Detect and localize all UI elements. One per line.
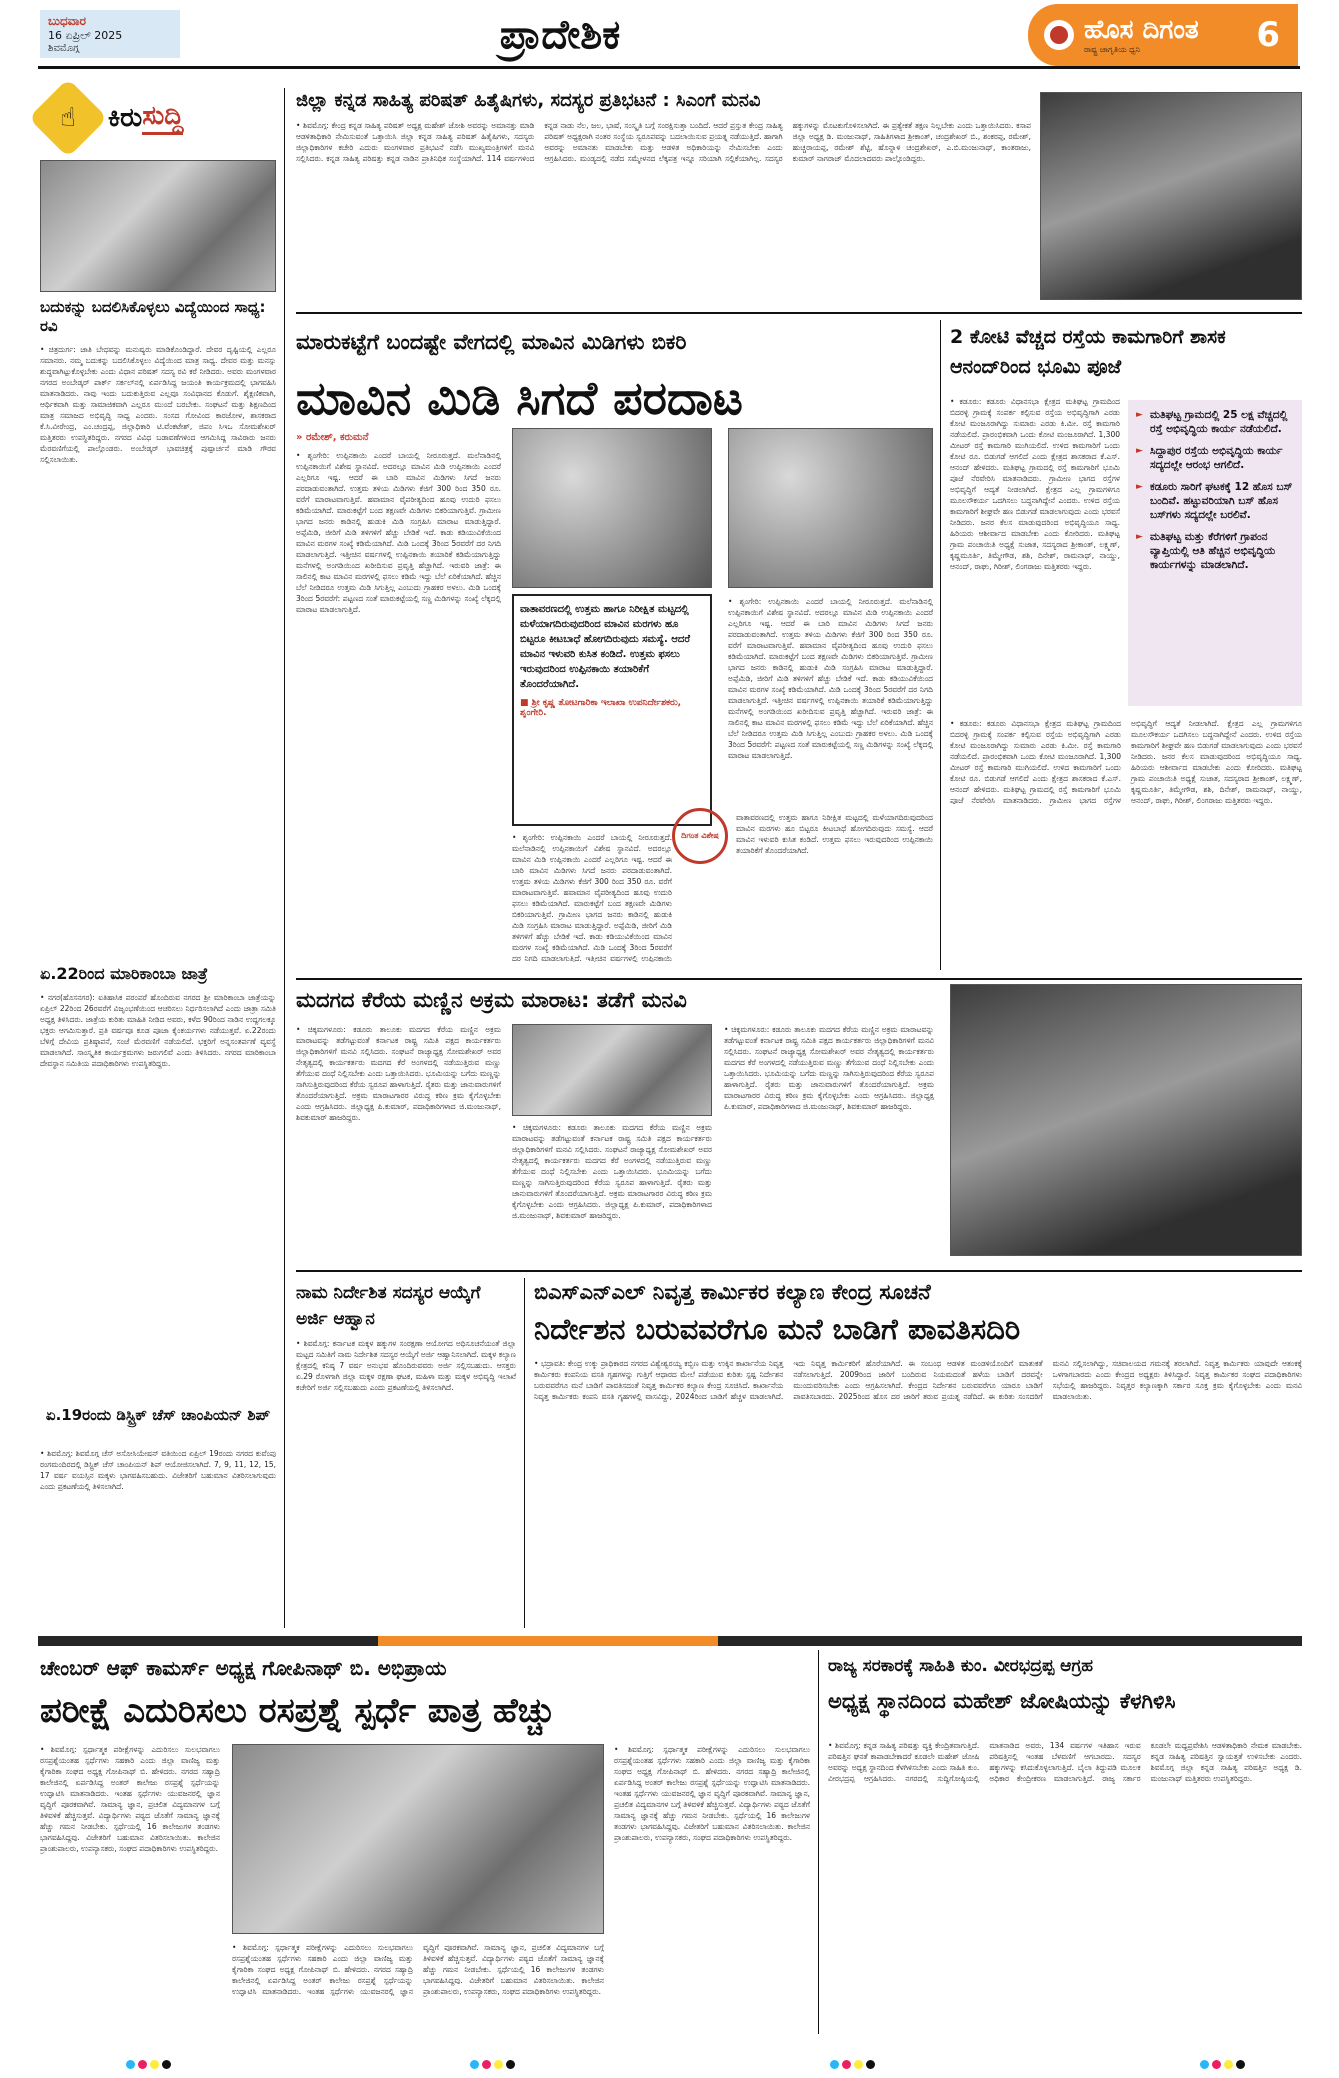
section-band [38, 1636, 1302, 1646]
road-headline: 2 ಕೋಟಿ ವೆಚ್ಚದ ರಸ್ತೆಯ ಕಾಮಗಾರಿಗೆ ಶಾಸಕ ಆನಂದ್‌ರಿಂದ ಭೂಮಿ ಪೂಜೆ [950, 326, 1226, 378]
digantha-stamp [672, 808, 728, 864]
top-story-photo [1040, 92, 1302, 300]
lake-photo-small [512, 1024, 712, 1116]
quiz-body-col1: • ಶಿವಮೊಗ್ಗ: ಸ್ಪರ್ಧಾತ್ಮಕ ಪರೀಕ್ಷೆಗಳನ್ನು ಎದುರಿಸಲು ಸುಲಭವಾಗಲು ರಸಪ್ರಶ್ನೆಯಂತಹ ಸ್ಪರ್ಧೆಗಳು ಸಹಕಾರಿ ಎಂದು ಜಿಲ್ಲಾ ವಾಣಿಜ್ಯ ಮತ್ತು ಕೈಗಾರಿಕಾ ಸಂಘದ ಅಧ್ಯಕ್ಷ ಗೋಪಿನಾಥ್ ಬಿ. ಹೇಳಿದರು. ನಗರದ ಸಹ್ಯಾದ್ರಿ ಕಾಲೇಜಿನಲ್ಲಿ ಏರ್ಪಡಿಸಿದ್ದ ಅಂತರ್ ಕಾಲೇಜು ರಸಪ್ರಶ್ನೆ ಸ್ಪರ್ಧೆಯನ್ನು ಉದ್ಘಾಟಿಸಿ ಮಾತನಾಡಿದರು. ಇಂತಹ ಸ್ಪರ್ಧೆಗಳು ಯುವಜನರಲ್ಲಿ ಜ್ಞಾನ ವೃದ್ಧಿಗೆ ಪೂರಕವಾಗಿವೆ. ಸಾಮಾನ್ಯ ಜ್ಞಾನ, ಪ್ರಚಲಿತ ವಿದ್ಯಮಾನಗಳ ಬಗ್ಗೆ ತಿಳಿವಳಿಕೆ ಹೆಚ್ಚಿಸುತ್ತವೆ. ವಿದ್ಯಾರ್ಥಿಗಳು ಪಠ್ಯದ ಜೊತೆಗೆ ಸಾಮಾನ್ಯ ಜ್ಞಾನಕ್ಕೆ ಹೆಚ್ಚು ಗಮನ ನೀಡಬೇಕು. ಸ್ಪರ್ಧೆಯಲ್ಲಿ 16 ಕಾಲೇಜುಗಳ ತಂಡಗಳು ಭಾಗವಹಿಸಿದ್ದವು. ವಿಜೇತರಿಗೆ ಬಹುಮಾನ ವಿತರಿಸಲಾಯಿತು. ಕಾಲೇಜಿನ ಪ್ರಾಂಶುಪಾಲರು, ಉಪನ್ಯಾಸಕರು, ಸಂಘದ ಪದಾಧಿಕಾರಿಗಳು ಉಪಸ್ಥಿತರಿದ್ದರು. [40, 1745, 220, 1853]
mango-body-col3: • ಶೃಂಗೇರಿ: ಉಪ್ಪಿನಕಾಯಿ ಎಂದರೆ ಬಾಯಲ್ಲಿ ನೀರೂರುತ್ತದೆ. ಮಲೆನಾಡಿನಲ್ಲಿ ಉಪ್ಪಿನಕಾಯಿಗೆ ವಿಶೇಷ ಸ್ಥಾನವಿದೆ. ಅದರಲ್ಲೂ ಮಾವಿನ ಮಿಡಿ ಉಪ್ಪಿನಕಾಯಿ ಎಂದರೆ ಎಲ್ಲರಿಗೂ ಇಷ್ಟ. ಆದರೆ ಈ ಬಾರಿ ಮಾವಿನ ಮಿಡಿಗಳು ಸಿಗದೆ ಜನರು ಪರದಾಡುವಂತಾಗಿದೆ. ಉತ್ತಮ ತಳಿಯ ಮಿಡಿಗಳು ಕೆಜಿಗೆ 300 ರಿಂದ 350 ರೂ. ವರೆಗೆ ಮಾರಾಟವಾಗುತ್ತಿವೆ. ಹವಾಮಾನ ವೈಪರೀತ್ಯದಿಂದ ಹೂವು ಉದುರಿ ಫಸಲು ಕಡಿಮೆಯಾಗಿದೆ. ಮಾರುಕಟ್ಟೆಗೆ ಬಂದ ತಕ್ಷಣವೇ ಮಿಡಿಗಳು ಬಿಕರಿಯಾಗುತ್ತಿವೆ. ಗ್ರಾಮೀಣ ಭಾಗದ ಜನರು ಕಾಡಿನಲ್ಲಿ ಹುಡುಕಿ ಮಿಡಿ ಸಂಗ್ರಹಿಸಿ ಮಾರಾಟ ಮಾಡುತ್ತಿದ್ದಾರೆ. ಅಪ್ಪೆಮಿಡಿ, ಜೀರಿಗೆ ಮಿಡಿ ತಳಿಗಳಿಗೆ ಹೆಚ್ಚು ಬೇಡಿಕೆ ಇದೆ. ಕಾಡು ಕಡಿಯುವಿಕೆಯಿಂದ ಮಾವಿನ ಮರಗಳ ಸಂಖ್ಯೆ ಕಡಿಮೆಯಾಗಿದೆ. ಮಿಡಿ ಒಂದಕ್ಕೆ 3ರಿಂದ 5ರವರೆಗೆ ದರ ನಿಗದಿ ಮಾಡಲಾಗುತ್ತಿದೆ. ಇತ್ತೀಚಿನ ವರ್ಷಗಳಲ್ಲಿ ಉಪ್ಪಿನಕಾಯಿ ತಯಾರಿಕೆ ಕಡಿಮೆಯಾಗುತ್ತಿದ್ದು ಮನೆಗಳಲ್ಲಿ ಅಂಗಡಿಯಿಂದ ಖರೀದಿಸುವ ಪ್ರವೃತ್ತಿ ಹೆಚ್ಚಾಗಿದೆ. ಇರುವರಿ ಜಾತ್ರೆ: ಈ ಸಾಲಿನಲ್ಲಿ ಕಾಟ ಮಾವಿನ ಮರಗಳಲ್ಲಿ ಫಸಲು ಕಡಿಮೆ ಇದ್ದು ಬೆಲೆ ಏರಿಕೆಯಾಗಿದೆ. ಹೆಚ್ಚಿನ ಬೆಲೆ ನೀಡಿದರೂ ಉತ್ತಮ ಮಿಡಿ ಸಿಗುತ್ತಿಲ್ಲ ಎಂಬುದು ಗ್ರಾಹಕರ ಅಳಲು. ಮಿಡಿ ಒಂದಕ್ಕೆ 3ರಿಂದ 5ರವರೆಗೆ: ಪಟ್ಟಣದ ಸಂತೆ ಮಾರುಕಟ್ಟೆಯಲ್ಲಿ ಸಣ್ಣ ಮಿಡಿಗಳನ್ನು ಸಂಖ್ಯೆ ಲೆಕ್ಕದಲ್ಲಿ ಮಾರಾಟ ಮಾಡಲಾಗುತ್ತಿದೆ. [728, 597, 933, 760]
mid-rule-1 [296, 978, 1302, 980]
nominee-headline: ನಾಮ ನಿರ್ದೇಶಿತ ಸದಸ್ಯರ ಆಯ್ಕೆಗೆ ಅರ್ಜಿ ಆಹ್ವಾನ [296, 1283, 481, 1329]
kasapa-body: • ಶಿವಮೊಗ್ಗ: ಕನ್ನಡ ಸಾಹಿತ್ಯ ಪರಿಷತ್ತು ವ್ಯಕ್ತಿ ಕೇಂದ್ರಿತವಾಗುತ್ತಿದೆ. ಪರಿಷತ್ತಿನ ಘನತೆ ಕಾಪಾಡಬೇಕಾದರೆ ಕೂಡಲೇ ಮಹೇಶ್ ಜೋಷಿ ಅವರನ್ನು ಅಧ್ಯಕ್ಷ ಸ್ಥಾನದಿಂದ ಕೆಳಗಿಳಿಸಬೇಕು ಎಂದು ಸಾಹಿತಿ ಕುಂ. ವೀರಭದ್ರಪ್ಪ ಆಗ್ರಹಿಸಿದರು. ನಗರದಲ್ಲಿ ಸುದ್ದಿಗೋಷ್ಠಿಯಲ್ಲಿ ಮಾತನಾಡಿದ ಅವರು, 134 ವರ್ಷಗಳ ಇತಿಹಾಸ ಇರುವ ಪರಿಷತ್ತಿನಲ್ಲಿ ಇಂತಹ ಬೆಳವಣಿಗೆ ಆಗಬಾರದು. ಸದಸ್ಯರ ಹಕ್ಕುಗಳನ್ನು ಕಸಿದುಕೊಳ್ಳಲಾಗುತ್ತಿದೆ. ಬೈಲಾ ತಿದ್ದುಪಡಿ ಮೂಲಕ ಅಧಿಕಾರ ಕೇಂದ್ರೀಕರಣ ಮಾಡಲಾಗುತ್ತಿದೆ. ರಾಜ್ಯ ಸರ್ಕಾರ ಕೂಡಲೇ ಮಧ್ಯಪ್ರವೇಶಿಸಿ ಆಡಳಿತಾಧಿಕಾರಿ ನೇಮಕ ಮಾಡಬೇಕು. ಕನ್ನಡ ಸಾಹಿತ್ಯ ಪರಿಷತ್ತಿನ ಸ್ವಾಯತ್ತತೆ ಉಳಿಸಬೇಕು ಎಂದರು. ಶಿವಮೊಗ್ಗ ಜಿಲ್ಲಾ ಕನ್ನಡ ಸಾಹಿತ್ಯ ಪರಿಷತ್ತಿನ ಅಧ್ಯಕ್ಷ ಡಿ. ಮಂಜುನಾಥ್ ಮತ್ತಿತರರು ಉಪಸ್ಥಿತರಿದ್ದರು. [828, 1741, 1302, 1783]
road-highlight: ► ಕಡೂರು ಸಾರಿಗೆ ಘಟಕಕ್ಕೆ 12 ಹೊಸ ಬಸ್ ಬಂದಿವೆ. ಹಟ್ಟುವರಿಯಾಗಿ ಬಸ್ ಹೊಸ ಬಸ್‌ಗಳು ಸದ್ಯದಲ್ಲೇ ಬರಲಿವೆ. [1136, 480, 1294, 522]
mango-tree-photo [512, 428, 712, 588]
masthead-day: ಬುಧವಾರ [48, 14, 86, 28]
mango-caption: ವಾತಾವರಣದಲ್ಲಿ ಉತ್ತಮ ಹಾಗೂ ನಿರೀಕ್ಷಿತ ಮಟ್ಟದಲ್ಲಿ ಮಳೆಯಾಗದಿರುವುದರಿಂದ ಮಾವಿನ ಮರಗಳು ಹೂ ಬಿಟ್ಟರೂ ಕೀಟಬಾಧೆ ಹೋಗದಿರುವುದು ಸಮಸ್ಯೆ. ಆದರೆ ಮಾವಿನ ಇಳುವರಿ ಕುಸಿತ ಕಂಡಿದೆ. ಉತ್ತಮ ಫಸಲು ಇರುವುದರಿಂದ ಉಪ್ಪಿನಕಾಯಿ ತಯಾರಿಕೆಗೆ ತೊಂದರೆಯಾಗಿದೆ. [520, 604, 691, 690]
kasapa-headline: ಅಧ್ಯಕ್ಷ ಸ್ಥಾನದಿಂದ ಮಹೇಶ್ ಜೋಷಿಯನ್ನು ಕೆಳಗಿಳಿಸಿ [828, 1689, 1176, 1713]
kiru-title-a: ಕಿರು [108, 102, 143, 133]
nominee-rule [524, 1278, 525, 1628]
mango-body-col1: • ಶೃಂಗೇರಿ: ಉಪ್ಪಿನಕಾಯಿ ಎಂದರೆ ಬಾಯಲ್ಲಿ ನೀರೂರುತ್ತದೆ. ಮಲೆನಾಡಿನಲ್ಲಿ ಉಪ್ಪಿನಕಾಯಿಗೆ ವಿಶೇಷ ಸ್ಥಾನವಿದೆ. ಅದರಲ್ಲೂ ಮಾವಿನ ಮಿಡಿ ಉಪ್ಪಿನಕಾಯಿ ಎಂದರೆ ಎಲ್ಲರಿಗೂ ಇಷ್ಟ. ಆದರೆ ಈ ಬಾರಿ ಮಾವಿನ ಮಿಡಿಗಳು ಸಿಗದೆ ಜನರು ಪರದಾಡುವಂತಾಗಿದೆ. ಉತ್ತಮ ತಳಿಯ ಮಿಡಿಗಳು ಕೆಜಿಗೆ 300 ರಿಂದ 350 ರೂ. ವರೆಗೆ ಮಾರಾಟವಾಗುತ್ತಿವೆ. ಹವಾಮಾನ ವೈಪರೀತ್ಯದಿಂದ ಹೂವು ಉದುರಿ ಫಸಲು ಕಡಿಮೆಯಾಗಿದೆ. ಮಾರುಕಟ್ಟೆಗೆ ಬಂದ ತಕ್ಷಣವೇ ಮಿಡಿಗಳು ಬಿಕರಿಯಾಗುತ್ತಿವೆ. ಗ್ರಾಮೀಣ ಭಾಗದ ಜನರು ಕಾಡಿನಲ್ಲಿ ಹುಡುಕಿ ಮಿಡಿ ಸಂಗ್ರಹಿಸಿ ಮಾರಾಟ ಮಾಡುತ್ತಿದ್ದಾರೆ. ಅಪ್ಪೆಮಿಡಿ, ಜೀರಿಗೆ ಮಿಡಿ ತಳಿಗಳಿಗೆ ಹೆಚ್ಚು ಬೇಡಿಕೆ ಇದೆ. ಕಾಡು ಕಡಿಯುವಿಕೆಯಿಂದ ಮಾವಿನ ಮರಗಳ ಸಂಖ್ಯೆ ಕಡಿಮೆಯಾಗಿದೆ. ಮಿಡಿ ಒಂದಕ್ಕೆ 3ರಿಂದ 5ರವರೆಗೆ ದರ ನಿಗದಿ ಮಾಡಲಾಗುತ್ತಿದೆ. ಇತ್ತೀಚಿನ ವರ್ಷಗಳಲ್ಲಿ ಉಪ್ಪಿನಕಾಯಿ ತಯಾರಿಕೆ ಕಡಿಮೆಯಾಗುತ್ತಿದ್ದು ಮನೆಗಳಲ್ಲಿ ಅಂಗಡಿಯಿಂದ ಖರೀದಿಸುವ ಪ್ರವೃತ್ತಿ ಹೆಚ್ಚಾಗಿದೆ. ಇರುವರಿ ಜಾತ್ರೆ: ಈ ಸಾಲಿನಲ್ಲಿ ಕಾಟ ಮಾವಿನ ಮರಗಳಲ್ಲಿ ಫಸಲು ಕಡಿಮೆ ಇದ್ದು ಬೆಲೆ ಏರಿಕೆಯಾಗಿದೆ. ಹೆಚ್ಚಿನ ಬೆಲೆ ನೀಡಿದರೂ ಉತ್ತಮ ಮಿಡಿ ಸಿಗುತ್ತಿಲ್ಲ ಎಂಬುದು ಗ್ರಾಹಕರ ಅಳಲು. ಮಿಡಿ ಒಂದಕ್ಕೆ 3ರಿಂದ 5ರವರೆಗೆ: ಪಟ್ಟಣದ ಸಂತೆ ಮಾರುಕಟ್ಟೆಯಲ್ಲಿ ಸಣ್ಣ ಮಿಡಿಗಳನ್ನು ಸಂಖ್ಯೆ ಲೆಕ್ಕದಲ್ಲಿ ಮಾರಾಟ ಮಾಡಲಾಗುತ್ತಿದೆ. [296, 451, 501, 614]
mango-fruit-photo [728, 428, 933, 588]
mango-caption-signature: ■ ಶ್ರೀ ಕೃಷ್ಣ ತೋಟಗಾರಿಕಾ ಇಲಾಖಾ ಉಪನಿರ್ದೇಶಕರು, ಶೃಂಗೇರಿ. [520, 698, 682, 718]
left-column-rule [284, 88, 285, 1628]
left-story-1-body: • ಚಿತ್ರದುರ್ಗ: ಜಾತಿ ಬೇಧವನ್ನು ಮನುಷ್ಯರು ಮಾಡಿಕೊಂಡಿದ್ದಾರೆ. ದೇವರ ದೃಷ್ಟಿಯಲ್ಲಿ ಎಲ್ಲರೂ ಸಮಾನರು. ನಮ್ಮ ಬದುಕನ್ನು ಬದಲಿಸಿಕೊಳ್ಳಲು ವಿದ್ಯೆಯಿಂದ ಮಾತ್ರ ಸಾಧ್ಯ. ದೇವರ ಮತ್ತು ಮನಸ್ಸು ಶುದ್ಧವಾಗಿಟ್ಟುಕೊಳ್ಳಬೇಕು ಎಂದು ವಿಧಾನ ಪರಿಷತ್ ಸದಸ್ಯ ರವಿ ಕರೆ ನೀಡಿದರು. ಅವರು ಮಂಗಳವಾರ ನಗರದ ಅಂಬೇಡ್ಕರ್ ಪಾರ್ಕ್ ಸರ್ಕಲ್‌ನಲ್ಲಿ ಏರ್ಪಡಿಸಿದ್ದ ಜಯಂತಿ ಕಾರ್ಯಕ್ರಮದಲ್ಲಿ ಭಾಗವಹಿಸಿ ಮಾತನಾಡಿದರು. ನಾವು ಇಂದು ಬದುಕುತ್ತಿರುವ ಎಲ್ಲವೂ ಸಂವಿಧಾನದ ಕೊಡುಗೆ. ಶೈಕ್ಷಣಿಕವಾಗಿ, ಆರ್ಥಿಕವಾಗಿ ಮತ್ತು ಸಾಮಾಜಿಕವಾಗಿ ಎಲ್ಲರೂ ಮುಂದೆ ಬರಬೇಕು. ಸಂಘಟನೆ ಮತ್ತು ಶಿಕ್ಷಣದಿಂದ ಮಾತ್ರ ಸಮಾಜದ ಅಭಿವೃದ್ಧಿ ಸಾಧ್ಯ ಎಂದರು. ಸಂಸದ ಗೋವಿಂದ ಕಾರಜೋಳ, ಶಾಸಕರಾದ ಕೆ.ಸಿ.ವೀರೇಂದ್ರ, ಎಂ.ಚಂದ್ರಪ್ಪ, ಜಿಲ್ಲಾಧಿಕಾರಿ ಟಿ.ವೆಂಕಟೇಶ್, ಜಿಪಂ ಸಿಇಒ ಸೋಮಶೇಖರ್ ಮತ್ತಿತರರು ಉಪಸ್ಥಿತರಿದ್ದರು. ನಗರದ ವಿವಿಧ ಬಡಾವಣೆಗಳಿಂದ ಆಗಮಿಸಿದ್ದ ಸಾವಿರಾರು ಜನರು ಮೆರವಣಿಗೆಯಲ್ಲಿ ಪಾಲ್ಗೊಂಡರು. ಅಂಬೇಡ್ಕರ್ ಭಾವಚಿತ್ರಕ್ಕೆ ಪುಷ್ಪಾರ್ಚನೆ ಮಾಡಿ ಗೌರವ ಸಲ್ಲಿಸಲಾಯಿತು. [40, 345, 276, 464]
mango-body-col2: • ಶೃಂಗೇರಿ: ಉಪ್ಪಿನಕಾಯಿ ಎಂದರೆ ಬಾಯಲ್ಲಿ ನೀರೂರುತ್ತದೆ. ಮಲೆನಾಡಿನಲ್ಲಿ ಉಪ್ಪಿನಕಾಯಿಗೆ ವಿಶೇಷ ಸ್ಥಾನವಿದೆ. ಅದರಲ್ಲೂ ಮಾವಿನ ಮಿಡಿ ಉಪ್ಪಿನಕಾಯಿ ಎಂದರೆ ಎಲ್ಲರಿಗೂ ಇಷ್ಟ. ಆದರೆ ಈ ಬಾರಿ ಮಾವಿನ ಮಿಡಿಗಳು ಸಿಗದೆ ಜನರು ಪರದಾಡುವಂತಾಗಿದೆ. ಉತ್ತಮ ತಳಿಯ ಮಿಡಿಗಳು ಕೆಜಿಗೆ 300 ರಿಂದ 350 ರೂ. ವರೆಗೆ ಮಾರಾಟವಾಗುತ್ತಿವೆ. ಹವಾಮಾನ ವೈಪರೀತ್ಯದಿಂದ ಹೂವು ಉದುರಿ ಫಸಲು ಕಡಿಮೆಯಾಗಿದೆ. ಮಾರುಕಟ್ಟೆಗೆ ಬಂದ ತಕ್ಷಣವೇ ಮಿಡಿಗಳು ಬಿಕರಿಯಾಗುತ್ತಿವೆ. ಗ್ರಾಮೀಣ ಭಾಗದ ಜನರು ಕಾಡಿನಲ್ಲಿ ಹುಡುಕಿ ಮಿಡಿ ಸಂಗ್ರಹಿಸಿ ಮಾರಾಟ ಮಾಡುತ್ತಿದ್ದಾರೆ. ಅಪ್ಪೆಮಿಡಿ, ಜೀರಿಗೆ ಮಿಡಿ ತಳಿಗಳಿಗೆ ಹೆಚ್ಚು ಬೇಡಿಕೆ ಇದೆ. ಕಾಡು ಕಡಿಯುವಿಕೆಯಿಂದ ಮಾವಿನ ಮರಗಳ ಸಂಖ್ಯೆ ಕಡಿಮೆಯಾಗಿದೆ. ಮಿಡಿ ಒಂದಕ್ಕೆ 3ರಿಂದ 5ರವರೆಗೆ ದರ ನಿಗದಿ ಮಾಡಲಾಗುತ್ತಿದೆ. ಇತ್ತೀಚಿನ ವರ್ಷಗಳಲ್ಲಿ ಉಪ್ಪಿನಕಾಯಿ [512, 833, 672, 962]
quiz-photo [232, 1744, 604, 1934]
masthead-city: ಶಿವಮೊಗ್ಗ [48, 43, 80, 54]
left-story-2-headline: ಏ.22ರಿಂದ ಮಾರಿಕಾಂಬಾ ಜಾತ್ರೆ [40, 964, 208, 983]
hand-icon: ☝ [28, 78, 107, 157]
page-number: 6 [1256, 15, 1280, 55]
mango-byline: » ರಮೇಶ್, ಕರುಮನೆ [296, 432, 369, 443]
bsnl-headline: ನಿರ್ದೇಶನ ಬರುವವರೆಗೂ ಮನೆ ಬಾಡಿಗೆ ಪಾವತಿಸದಿರಿ [534, 1312, 1021, 1346]
kasapa-kicker: ರಾಜ್ಯ ಸರಕಾರಕ್ಕೆ ಸಾಹಿತಿ ಕುಂ. ವೀರಭದ್ರಪ್ಪ ಆಗ್ರಹ [828, 1656, 1094, 1676]
masthead-date-block [40, 10, 180, 58]
left-story-3-headline: ಏ.19ರಂದು ಡಿಸ್ಟ್ರಿಕ್ ಚೆಸ್ ಚಾಂಪಿಯನ್ ಶಿಪ್ [45, 1406, 271, 1424]
road-highlight: ► ಮತಿಘಟ್ಟ ಗ್ರಾಮದಲ್ಲಿ 25 ಲಕ್ಷ ವೆಚ್ಚದಲ್ಲಿ ರಸ್ತೆ ಅಭಿವೃದ್ಧಿಯ ಕಾರ್ಯ ನಡೆಯಲಿದೆ. [1136, 408, 1294, 436]
kiru-title-b: ಸುದ್ದಿ [142, 101, 183, 135]
quiz-body-col2: • ಶಿವಮೊಗ್ಗ: ಸ್ಪರ್ಧಾತ್ಮಕ ಪರೀಕ್ಷೆಗಳನ್ನು ಎದುರಿಸಲು ಸುಲಭವಾಗಲು ರಸಪ್ರಶ್ನೆಯಂತಹ ಸ್ಪರ್ಧೆಗಳು ಸಹಕಾರಿ ಎಂದು ಜಿಲ್ಲಾ ವಾಣಿಜ್ಯ ಮತ್ತು ಕೈಗಾರಿಕಾ ಸಂಘದ ಅಧ್ಯಕ್ಷ ಗೋಪಿನಾಥ್ ಬಿ. ಹೇಳಿದರು. ನಗರದ ಸಹ್ಯಾದ್ರಿ ಕಾಲೇಜಿನಲ್ಲಿ ಏರ್ಪಡಿಸಿದ್ದ ಅಂತರ್ ಕಾಲೇಜು ರಸಪ್ರಶ್ನೆ ಸ್ಪರ್ಧೆಯನ್ನು ಉದ್ಘಾಟಿಸಿ ಮಾತನಾಡಿದರು. ಇಂತಹ ಸ್ಪರ್ಧೆಗಳು ಯುವಜನರಲ್ಲಿ ಜ್ಞಾನ ವೃದ್ಧಿಗೆ ಪೂರಕವಾಗಿವೆ. ಸಾಮಾನ್ಯ ಜ್ಞಾನ, ಪ್ರಚಲಿತ ವಿದ್ಯಮಾನಗಳ ಬಗ್ಗೆ ತಿಳಿವಳಿಕೆ ಹೆಚ್ಚಿಸುತ್ತವೆ. ವಿದ್ಯಾರ್ಥಿಗಳು ಪಠ್ಯದ ಜೊತೆಗೆ ಸಾಮಾನ್ಯ ಜ್ಞಾನಕ್ಕೆ ಹೆಚ್ಚು ಗಮನ ನೀಡಬೇಕು. ಸ್ಪರ್ಧೆಯಲ್ಲಿ 16 ಕಾಲೇಜುಗಳ ತಂಡಗಳು ಭಾಗವಹಿಸಿದ್ದವು. ವಿಜೇತರಿಗೆ ಬಹುಮಾನ ವಿತರಿಸಲಾಯಿತು. ಕಾಲೇಜಿನ ಪ್ರಾಂಶುಪಾಲರು, ಉಪನ್ಯಾಸಕರು, ಸಂಘದ ಪದಾಧಿಕಾರಿಗಳು ಉಪಸ್ಥಿತರಿದ್ದರು. [232, 1943, 604, 1996]
bsnl-body: • ಭದ್ರಾವತಿ: ಕೇಂದ್ರ ಉಕ್ಕು ಪ್ರಾಧಿಕಾರದ ನಗರದ ವಿಶ್ವೇಶ್ವರಯ್ಯ ಕಬ್ಬಿಣ ಮತ್ತು ಉಕ್ಕಿನ ಕಾರ್ಖಾನೆಯ ನಿವೃತ್ತ ಕಾರ್ಮಿಕರು ಕಂಪನಿಯ ವಸತಿ ಗೃಹಗಳನ್ನು ಗುತ್ತಿಗೆ ಆಧಾರದ ಮೇಲೆ ಪಡೆಯುವ ಕುರಿತು ಸ್ಪಷ್ಟ ನಿರ್ದೇಶನ ಬರುವವರೆಗೂ ಮನೆ ಬಾಡಿಗೆ ಪಾವತಿಸದಂತೆ ನಿವೃತ್ತ ಕಾರ್ಮಿಕರ ಕಲ್ಯಾಣ ಕೇಂದ್ರ ಸೂಚಿಸಿದೆ. ಕಾರ್ಖಾನೆಯ ನಿವೃತ್ತ ಕಾರ್ಮಿಕರು ಕಂಪನಿ ವಸತಿ ಗೃಹಗಳಲ್ಲಿ ವಾಸವಿದ್ದು, 2024ರಿಂದ ಬಾಡಿಗೆ ಹೆಚ್ಚಳ ಮಾಡಲಾಗಿದೆ. ಇದು ನಿವೃತ್ತ ಕಾರ್ಮಿಕರಿಗೆ ಹೊರೆಯಾಗಿದೆ. ಈ ಸಂಬಂಧ ಆಡಳಿತ ಮಂಡಳಿಯೊಂದಿಗೆ ಮಾತುಕತೆ ನಡೆಸಲಾಗುತ್ತಿದೆ. 2009ರಿಂದ ಜಾರಿಗೆ ಬಂದಿರುವ ನಿಯಮದಂತೆ ಹಳೆಯ ಬಾಡಿಗೆ ದರವನ್ನೇ ಮುಂದುವರಿಸಬೇಕು ಎಂದು ಆಗ್ರಹಿಸಲಾಗಿದೆ. ಕೇಂದ್ರದ ನಿರ್ದೇಶನ ಬರುವವರೆಗೂ ಯಾರೂ ಬಾಡಿಗೆ ಪಾವತಿಸಬಾರದು. 2025ರಿಂದ ಹೊಸ ದರ ಜಾರಿಗೆ ತರುವ ಪ್ರಯತ್ನ ನಡೆದಿದೆ. ಈ ಕುರಿತು ಸಂಸದರಿಗೆ ಮನವಿ ಸಲ್ಲಿಸಲಾಗಿದ್ದು, ಸಚಿವಾಲಯದ ಗಮನಕ್ಕೆ ತರಲಾಗಿದೆ. ನಿವೃತ್ತ ಕಾರ್ಮಿಕರು ಯಾವುದೇ ಆತಂಕಕ್ಕೆ ಒಳಗಾಗಬಾರದು ಎಂದು ಕೇಂದ್ರದ ಅಧ್ಯಕ್ಷರು ತಿಳಿಸಿದ್ದಾರೆ. ನಿವೃತ್ತ ಕಾರ್ಮಿಕರ ಸಂಘದ ಪದಾಧಿಕಾರಿಗಳು ಸಭೆಯಲ್ಲಿ ಹಾಜರಿದ್ದರು. ನಿವೃತ್ತರ ಕಲ್ಯಾಣಕ್ಕಾಗಿ ಸರ್ಕಾರ ಸೂಕ್ತ ಕ್ರಮ ಕೈಗೊಳ್ಳಬೇಕು ಎಂದು ಮನವಿ ಮಾಡಲಾಯಿತು. [534, 1359, 1302, 1401]
bsnl-kicker: ಬಿಎಸ್‌ಎನ್‌ಎಲ್ ನಿವೃತ್ತ ಕಾರ್ಮಿಕರ ಕಲ್ಯಾಣ ಕೇಂದ್ರ ಸೂಚನೆ [534, 1280, 931, 1304]
mango-kicker: ಮಾರುಕಟ್ಟೆಗೆ ಬಂದಷ್ಟೇ ವೇಗದಲ್ಲಿ ಮಾವಿನ ಮಿಡಿಗಳು ಬಿಕರಿ [296, 330, 687, 354]
road-body-col1: • ಕಡೂರು: ಕಡೂರು ವಿಧಾನಸಭಾ ಕ್ಷೇತ್ರದ ಮತಿಘಟ್ಟ ಗ್ರಾಮದಿಂದ ಬಿದರಳ್ಳಿ ಗ್ರಾಮಕ್ಕೆ ಸಂಪರ್ಕ ಕಲ್ಪಿಸುವ ರಸ್ತೆಯ ಅಭಿವೃದ್ಧಿಗಾಗಿ ಎರಡು ಕೋಟಿ ಮಂಜೂರಾಗಿದ್ದು ಸುಮಾರು ಎರಡು ಕಿ.ಮೀ. ರಸ್ತೆ ಕಾಮಗಾರಿ ನಡೆಯಲಿದೆ. ಪ್ರಾರಂಭಿಕವಾಗಿ ಒಂದು ಕೋಟಿ ಮಂಜೂರಾಗಿದೆ. 1,300 ಮೀಟರ್ ರಸ್ತೆ ಕಾಮಗಾರಿ ಮುಗಿಯಲಿದೆ. ಉಳಿದ ಕಾಮಗಾರಿಗೆ ಒಂದು ಕೋಟಿ ರೂ. ಬಿಡುಗಡೆ ಆಗಲಿದೆ ಎಂದು ಕ್ಷೇತ್ರದ ಶಾಸಕರಾದ ಕೆ.ಎಸ್. ಆನಂದ್ ಹೇಳಿದರು. ಮತಿಘಟ್ಟ ಗ್ರಾಮದಲ್ಲಿ ರಸ್ತೆ ಕಾಮಗಾರಿಗೆ ಭೂಮಿ ಪೂಜೆ ನೆರವೇರಿಸಿ ಮಾತನಾಡಿದರು. ಗ್ರಾಮೀಣ ಭಾಗದ ರಸ್ತೆಗಳ ಅಭಿವೃದ್ಧಿಗೆ ಆದ್ಯತೆ ನೀಡಲಾಗಿದೆ. ಕ್ಷೇತ್ರದ ಎಲ್ಲ ಗ್ರಾಮಗಳಿಗೂ ಮೂಲಸೌಕರ್ಯ ಒದಗಿಸಲು ಬದ್ಧನಾಗಿದ್ದೇನೆ ಎಂದರು. ಉಳಿದ ರಸ್ತೆಯ ಕಾಮಗಾರಿಗೆ ಶೀಘ್ರವೇ ಹಣ ಬಿಡುಗಡೆ ಮಾಡಲಾಗುವುದು ಎಂದು ಭರವಸೆ ನೀಡಿದರು. ಜನರ ಕೆಲಸ ಮಾಡುವುದರಿಂದ ಅಭಿವೃದ್ಧಿಯೂ ಸಾಧ್ಯ. ಹಿರಿಯರು ಆಶೀರ್ವಾದ ಮಾಡಬೇಕು ಎಂದು ಕೋರಿದರು. ಮತಿಘಟ್ಟ ಗ್ರಾಮ ಪಂಚಾಯಿತಿ ಅಧ್ಯಕ್ಷೆ ಸುಜಾತ, ಸದಸ್ಯರಾದ ಶ್ರೀಕಾಂತ್, ಲಕ್ಷ್ಮಣ್, ಕೃಷ್ಣಮೂರ್ತಿ, ತಿಮ್ಮೇಗೌಡ, ಶಶಿ, ದಿನೇಶ್, ರಾಮನಾಥ್, ನಾಯ್ಡು, ಆನಂದ್, ರಾಘು, ಗಿರೀಶ್, ಲಿಂಗರಾಜು ಮತ್ತಿತರರು ಇದ್ದರು. [950, 397, 1120, 571]
lake-body-col3: • ಚಿಕ್ಕಮಗಳೂರು: ಕಡೂರು ತಾಲೂಕು ಮದಗದ ಕೆರೆಯ ಮಣ್ಣಿನ ಅಕ್ರಮ ಮಾರಾಟವನ್ನು ತಡೆಗಟ್ಟುವಂತೆ ಕರ್ನಾಟಕ ರಾಷ್ಟ್ರ ಸಮಿತಿ ಪಕ್ಷದ ಕಾರ್ಯಕರ್ತರು ಜಿಲ್ಲಾಧಿಕಾರಿಗಳಿಗೆ ಮನವಿ ಸಲ್ಲಿಸಿದರು. ಸಂಘಟನೆ ರಾಜ್ಯಾಧ್ಯಕ್ಷ ಸೋಮಶೇಖರ್ ಅವರ ನೇತೃತ್ವದಲ್ಲಿ ಕಾರ್ಯಕರ್ತರು ಮದಗದ ಕೆರೆ ಅಂಗಳದಲ್ಲಿ ನಡೆಯುತ್ತಿರುವ ಮಣ್ಣು ತೆಗೆಯುವ ದಂಧೆ ನಿಲ್ಲಿಸಬೇಕು ಎಂದು ಒತ್ತಾಯಿಸಿದರು. ಭೂಮಿಯನ್ನು ಬಗೆದು ಮಣ್ಣನ್ನು ಸಾಗಿಸುತ್ತಿರುವುದರಿಂದ ಕೆರೆಯ ಸ್ವರೂಪ ಹಾಳಾಗುತ್ತಿದೆ. ರೈತರು ಮತ್ತು ಜಾನುವಾರುಗಳಿಗೆ ತೊಂದರೆಯಾಗುತ್ತಿದೆ. ಅಕ್ರಮ ಮಾರಾಟಗಾರರ ವಿರುದ್ಧ ಕಠಿಣ ಕ್ರಮ ಕೈಗೊಳ್ಳಬೇಕು ಎಂದು ಆಗ್ರಹಿಸಿದರು. ಜಿಲ್ಲಾಧ್ಯಕ್ಷ ಪಿ.ಕುಮಾರ್, ಪದಾಧಿಕಾರಿಗಳಾದ ಜಿ.ಮಂಜುನಾಥ್, ಶಿವಕುಮಾರ್ ಹಾಜರಿದ್ದರು. [724, 1025, 934, 1111]
mango-caption-box [512, 594, 712, 826]
mango-body-col4: ವಾತಾವರಣದಲ್ಲಿ ಉತ್ತಮ ಹಾಗೂ ನಿರೀಕ್ಷಿತ ಮಟ್ಟದಲ್ಲಿ ಮಳೆಯಾಗದಿರುವುದರಿಂದ ಮಾವಿನ ಮರಗಳು ಹೂ ಬಿಟ್ಟರೂ ಕೀಟಬಾಧೆ ಹೋಗದಿರುವುದು ಸಮಸ್ಯೆ. ಆದರೆ ಮಾವಿನ ಇಳುವರಿ ಕುಸಿತ ಕಂಡಿದೆ. ಉತ್ತಮ ಫಸಲು ಇರುವುದರಿಂದ ಉಪ್ಪಿನಕಾಯಿ ತಯಾರಿಕೆಗೆ ತೊಂದರೆಯಾಗಿದೆ. [736, 813, 933, 855]
top-story-body: • ಶಿವಮೊಗ್ಗ: ಕೇಂದ್ರ ಕನ್ನಡ ಸಾಹಿತ್ಯ ಪರಿಷತ್ ಅಧ್ಯಕ್ಷ ಮಹೇಶ್ ಜೋಶಿ ಅವರನ್ನು ಅಮಾನತ್ತು ಮಾಡಿ ಆಡಳಿತಾಧಿಕಾರಿ ನೇಮಿಸುವಂತೆ ಒತ್ತಾಯಿಸಿ ಜಿಲ್ಲಾ ಕನ್ನಡ ಸಾಹಿತ್ಯ ಪರಿಷತ್ ಹಿತೈಷಿಗಳು, ಸದಸ್ಯರು ಜಿಲ್ಲಾಧಿಕಾರಿಗಳ ಕಚೇರಿ ಎದುರು ಮಂಗಳವಾರ ಪ್ರತಿಭಟನೆ ನಡೆಸಿ ಮುಖ್ಯಮಂತ್ರಿಗಳಿಗೆ ಮನವಿ ಸಲ್ಲಿಸಿದರು. ಕನ್ನಡ ಸಾಹಿತ್ಯ ಪರಿಷತ್ತು ಕನ್ನಡ ನಾಡಿನ ಪ್ರಾತಿನಿಧಿಕ ಸಂಸ್ಥೆಯಾಗಿದೆ. 114 ವರ್ಷಗಳಿಂದ ಕನ್ನಡ ನಾಡು ನೆಲ, ಜಲ, ಭಾಷೆ, ಸಂಸ್ಕೃತಿ ಬಗ್ಗೆ ಸಂರಕ್ಷಿಸುತ್ತಾ ಬಂದಿದೆ. ಆದರೆ ಪ್ರಸ್ತುತ ಕೇಂದ್ರ ಸಾಹಿತ್ಯ ಪರಿಷತ್ ಅಧ್ಯಕ್ಷರಾಗಿ ನಂತರ ಸಂಸ್ಥೆಯ ಸ್ವರೂಪವನ್ನು ಬದಲಾಯಿಸುವ ಪ್ರಯತ್ನ ನಡೆಯುತ್ತಿದೆ. ಹಾಗಾಗಿ ಅವರನ್ನು ಅಮಾನತು ಮಾಡಬೇಕು ಮತ್ತು ಆಡಳಿತ ಅಧಿಕಾರಿಯನ್ನು ನೇಮಿಸಬೇಕು ಎಂದು ಆಗ್ರಹಿಸಿದರು. ಮಂಡ್ಯದಲ್ಲಿ ನಡೆದ ಸಮ್ಮೇಳನದ ಲೆಕ್ಕಪತ್ರ ಇನ್ನೂ ಸರಿಯಾಗಿ ಸಲ್ಲಿಕೆಯಾಗಿಲ್ಲ. ಸದಸ್ಯರ ಹಕ್ಕುಗಳನ್ನು ಮೊಟಕುಗೊಳಿಸಲಾಗಿದೆ. ಈ ಪ್ರತ್ಯೇಕತೆ ತಕ್ಷಣ ನಿಲ್ಲಬೇಕು ಎಂದು ಒತ್ತಾಯಿಸಿದರು. ಕಸಾಪ ಜಿಲ್ಲಾ ಅಧ್ಯಕ್ಷ ಡಿ. ಮಂಜುನಾಥ್, ಸಾಹಿತಿಗಳಾದ ಶ್ರೀಕಾಂತ್, ಚಂದ್ರಶೇಖರ್ ಬಿ., ಶಂಕರಪ್ಪ, ರಮೇಶ್, ಹುಚ್ಚರಾಯಪ್ಪ, ರಮೇಶ್ ಶೆಟ್ಟಿ, ಹೊನ್ನಾಳಿ ಚಂದ್ರಶೇಖರ್, ಎ.ಬಿ.ಮಂಜುನಾಥ್, ಕಾಂತರಾಜು, ಕುಮಾರ್ ನಾಗರಾಜ್ ಮೊದಲಾದವರು ಪಾಲ್ಗೊಂಡಿದ್ದರು. [296, 121, 1031, 163]
road-highlights-box [1128, 400, 1302, 706]
logo-emblem-icon [1042, 18, 1076, 52]
bottom-rule [818, 1650, 819, 2034]
mid-rule-2 [296, 1270, 1302, 1272]
left-story-2-body: • ನಗರ(ಹೊಸನಗರ): ಐತಿಹಾಸಿಕ ಪರಂಪರೆ ಹೊಂದಿರುವ ನಗರದ ಶ್ರೀ ಮಾರಿಕಾಂಬಾ ಜಾತ್ರೆಯನ್ನು ಏಪ್ರಿಲ್ 22ರಿಂದ 26ರವರೆಗೆ ವಿಜೃಂಭಣೆಯಿಂದ ಆಚರಿಸಲು ನಿರ್ಧರಿಸಲಾಗಿದೆ ಎಂದು ಜಾತ್ರಾ ಸಮಿತಿ ಅಧ್ಯಕ್ಷ ತಿಳಿಸಿದರು. ಜಾತ್ರೆಯ ಕುರಿತು ಮಾಹಿತಿ ನೀಡಿದ ಅವರು, ಕಳೆದ 90ರಿಂದ ನಾಡಿನ ಉದ್ದಗಲಕ್ಕೂ ಭಕ್ತರು ಆಗಮಿಸುತ್ತಾರೆ. ಪ್ರತಿ ವರ್ಷವೂ ಕೂಡ ಪೂಜಾ ಕೈಂಕರ್ಯಗಳು ನಡೆಯುತ್ತವೆ. ಏ.22ರಂದು ಬೆಳಿಗ್ಗೆ ದೇವಿಯ ಪ್ರತಿಷ್ಠಾಪನೆ, ಸಂಜೆ ಮೆರವಣಿಗೆ ನಡೆಯಲಿದೆ. ಭಕ್ತರಿಗೆ ಅನ್ನಸಂತರ್ಪಣೆ ವ್ಯವಸ್ಥೆ ಮಾಡಲಾಗಿದೆ. ಸಾಂಸ್ಕೃತಿಕ ಕಾರ್ಯಕ್ರಮಗಳು ಜರುಗಲಿವೆ ಎಂದು ತಿಳಿಸಿದರು. ನಗರದ ಮಾರಿಕಾಂಬಾ ದೇವಸ್ಥಾನ ಸಮಿತಿಯ ಪದಾಧಿಕಾರಿಗಳು ಉಪಸ್ಥಿತರಿದ್ದರು. [40, 993, 276, 1068]
road-highlight: ► ಮತಿಘಟ್ಟ ಮತ್ತು ಕೆರೆಗಳಿಗೆ ಗ್ರಾಪಂನ ವ್ಯಾಪ್ತಿಯಲ್ಲಿ ಆತಿ ಹೆಚ್ಚಿನ ಅಭಿವೃದ್ಧಿಯ ಕಾರ್ಯಗಳನ್ನು ಮಾಡಲಾಗಿದೆ. [1136, 530, 1294, 572]
lake-headline: ಮದಗದ ಕೆರೆಯ ಮಣ್ಣಿನ ಅಕ್ರಮ ಮಾರಾಟ: ತಡೆಗೆ ಮನವಿ [296, 988, 687, 1012]
stamp-label: ದಿಗಂತ ವಿಶೇಷ [681, 831, 719, 840]
paper-name: ಹೊಸ ದಿಗಂತ [1084, 15, 1199, 45]
mango-headline: ಮಾವಿನ ಮಿಡಿ ಸಿಗದೆ ಪರದಾಟ [296, 371, 743, 425]
left-photo [40, 160, 276, 292]
quiz-headline: ಪರೀಕ್ಷೆ ಎದುರಿಸಲು ರಸಪ್ರಶ್ನೆ ಸ್ಪರ್ಧೆ ಪಾತ್ರ ಹೆಚ್ಚು [40, 1691, 556, 1731]
quiz-body-col3: • ಶಿವಮೊಗ್ಗ: ಸ್ಪರ್ಧಾತ್ಮಕ ಪರೀಕ್ಷೆಗಳನ್ನು ಎದುರಿಸಲು ಸುಲಭವಾಗಲು ರಸಪ್ರಶ್ನೆಯಂತಹ ಸ್ಪರ್ಧೆಗಳು ಸಹಕಾರಿ ಎಂದು ಜಿಲ್ಲಾ ವಾಣಿಜ್ಯ ಮತ್ತು ಕೈಗಾರಿಕಾ ಸಂಘದ ಅಧ್ಯಕ್ಷ ಗೋಪಿನಾಥ್ ಬಿ. ಹೇಳಿದರು. ನಗರದ ಸಹ್ಯಾದ್ರಿ ಕಾಲೇಜಿನಲ್ಲಿ ಏರ್ಪಡಿಸಿದ್ದ ಅಂತರ್ ಕಾಲೇಜು ರಸಪ್ರಶ್ನೆ ಸ್ಪರ್ಧೆಯನ್ನು ಉದ್ಘಾಟಿಸಿ ಮಾತನಾಡಿದರು. ಇಂತಹ ಸ್ಪರ್ಧೆಗಳು ಯುವಜನರಲ್ಲಿ ಜ್ಞಾನ ವೃದ್ಧಿಗೆ ಪೂರಕವಾಗಿವೆ. ಸಾಮಾನ್ಯ ಜ್ಞಾನ, ಪ್ರಚಲಿತ ವಿದ್ಯಮಾನಗಳ ಬಗ್ಗೆ ತಿಳಿವಳಿಕೆ ಹೆಚ್ಚಿಸುತ್ತವೆ. ವಿದ್ಯಾರ್ಥಿಗಳು ಪಠ್ಯದ ಜೊತೆಗೆ ಸಾಮಾನ್ಯ ಜ್ಞಾನಕ್ಕೆ ಹೆಚ್ಚು ಗಮನ ನೀಡಬೇಕು. ಸ್ಪರ್ಧೆಯಲ್ಲಿ 16 ಕಾಲೇಜುಗಳ ತಂಡಗಳು ಭಾಗವಹಿಸಿದ್ದವು. ವಿಜೇತರಿಗೆ ಬಹುಮಾನ ವಿತರಿಸಲಾಯಿತು. ಕಾಲೇಜಿನ ಪ್ರಾಂಶುಪಾಲರು, ಉಪನ್ಯಾಸಕರು, ಸಂಘದ ಪದಾಧಿಕಾರಿಗಳು ಉಪಸ್ಥಿತರಿದ್ದರು. [614, 1745, 810, 1842]
header-rule [38, 66, 1300, 69]
kiru-logo [40, 88, 240, 148]
road-highlight: ► ಸಿದ್ದಾಪುರ ರಸ್ತೆಯ ಅಭಿವೃದ್ಧಿಯ ಕಾರ್ಯ ಸದ್ಯದಲ್ಲೇ ಆರಂಭ ಆಗಲಿದೆ. [1136, 444, 1294, 472]
left-story-1-headline: ಬದುಕನ್ನು ಬದಲಿಸಿಕೊಳ್ಳಲು ವಿದ್ಯೆಯಿಂದ ಸಾಧ್ಯ: ರವಿ [40, 298, 266, 335]
lake-body-col2: • ಚಿಕ್ಕಮಗಳೂರು: ಕಡೂರು ತಾಲೂಕು ಮದಗದ ಕೆರೆಯ ಮಣ್ಣಿನ ಅಕ್ರಮ ಮಾರಾಟವನ್ನು ತಡೆಗಟ್ಟುವಂತೆ ಕರ್ನಾಟಕ ರಾಷ್ಟ್ರ ಸಮಿತಿ ಪಕ್ಷದ ಕಾರ್ಯಕರ್ತರು ಜಿಲ್ಲಾಧಿಕಾರಿಗಳಿಗೆ ಮನವಿ ಸಲ್ಲಿಸಿದರು. ಸಂಘಟನೆ ರಾಜ್ಯಾಧ್ಯಕ್ಷ ಸೋಮಶೇಖರ್ ಅವರ ನೇತೃತ್ವದಲ್ಲಿ ಕಾರ್ಯಕರ್ತರು ಮದಗದ ಕೆರೆ ಅಂಗಳದಲ್ಲಿ ನಡೆಯುತ್ತಿರುವ ಮಣ್ಣು ತೆಗೆಯುವ ದಂಧೆ ನಿಲ್ಲಿಸಬೇಕು ಎಂದು ಒತ್ತಾಯಿಸಿದರು. ಭೂಮಿಯನ್ನು ಬಗೆದು ಮಣ್ಣನ್ನು ಸಾಗಿಸುತ್ತಿರುವುದರಿಂದ ಕೆರೆಯ ಸ್ವರೂಪ ಹಾಳಾಗುತ್ತಿದೆ. ರೈತರು ಮತ್ತು ಜಾನುವಾರುಗಳಿಗೆ ತೊಂದರೆಯಾಗುತ್ತಿದೆ. ಅಕ್ರಮ ಮಾರಾಟಗಾರರ ವಿರುದ್ಧ ಕಠಿಣ ಕ್ರಮ ಕೈಗೊಳ್ಳಬೇಕು ಎಂದು ಆಗ್ರಹಿಸಿದರು. ಜಿಲ್ಲಾಧ್ಯಕ್ಷ ಪಿ.ಕುಮಾರ್, ಪದಾಧಿಕಾರಿಗಳಾದ ಜಿ.ಮಂಜುನಾಥ್, ಶಿವಕುಮಾರ್ ಹಾಜರಿದ್ದರು. [512, 1123, 712, 1220]
lake-body-col1: • ಚಿಕ್ಕಮಗಳೂರು: ಕಡೂರು ತಾಲೂಕು ಮದಗದ ಕೆರೆಯ ಮಣ್ಣಿನ ಅಕ್ರಮ ಮಾರಾಟವನ್ನು ತಡೆಗಟ್ಟುವಂತೆ ಕರ್ನಾಟಕ ರಾಷ್ಟ್ರ ಸಮಿತಿ ಪಕ್ಷದ ಕಾರ್ಯಕರ್ತರು ಜಿಲ್ಲಾಧಿಕಾರಿಗಳಿಗೆ ಮನವಿ ಸಲ್ಲಿಸಿದರು. ಸಂಘಟನೆ ರಾಜ್ಯಾಧ್ಯಕ್ಷ ಸೋಮಶೇಖರ್ ಅವರ ನೇತೃತ್ವದಲ್ಲಿ ಕಾರ್ಯಕರ್ತರು ಮದಗದ ಕೆರೆ ಅಂಗಳದಲ್ಲಿ ನಡೆಯುತ್ತಿರುವ ಮಣ್ಣು ತೆಗೆಯುವ ದಂಧೆ ನಿಲ್ಲಿಸಬೇಕು ಎಂದು ಒತ್ತಾಯಿಸಿದರು. ಭೂಮಿಯನ್ನು ಬಗೆದು ಮಣ್ಣನ್ನು ಸಾಗಿಸುತ್ತಿರುವುದರಿಂದ ಕೆರೆಯ ಸ್ವರೂಪ ಹಾಳಾಗುತ್ತಿದೆ. ರೈತರು ಮತ್ತು ಜಾನುವಾರುಗಳಿಗೆ ತೊಂದರೆಯಾಗುತ್ತಿದೆ. ಅಕ್ರಮ ಮಾರಾಟಗಾರರ ವಿರುದ್ಧ ಕಠಿಣ ಕ್ರಮ ಕೈಗೊಳ್ಳಬೇಕು ಎಂದು ಆಗ್ರಹಿಸಿದರು. ಜಿಲ್ಲಾಧ್ಯಕ್ಷ ಪಿ.ಕುಮಾರ್, ಪದಾಧಿಕಾರಿಗಳಾದ ಜಿ.ಮಂಜುನಾಥ್, ಶಿವಕುಮಾರ್ ಹಾಜರಿದ್ದರು. [296, 1025, 501, 1122]
top-story-headline: ಜಿಲ್ಲಾ ಕನ್ನಡ ಸಾಹಿತ್ಯ ಪರಿಷತ್ ಹಿತೈಷಿಗಳು, ಸದಸ್ಯರ ಪ್ರತಿಭಟನೆ : ಸಿಎಂಗೆ ಮನವಿ [296, 90, 761, 111]
top-story-rule [296, 312, 1302, 314]
road-body-col2: • ಕಡೂರು: ಕಡೂರು ವಿಧಾನಸಭಾ ಕ್ಷೇತ್ರದ ಮತಿಘಟ್ಟ ಗ್ರಾಮದಿಂದ ಬಿದರಳ್ಳಿ ಗ್ರಾಮಕ್ಕೆ ಸಂಪರ್ಕ ಕಲ್ಪಿಸುವ ರಸ್ತೆಯ ಅಭಿವೃದ್ಧಿಗಾಗಿ ಎರಡು ಕೋಟಿ ಮಂಜೂರಾಗಿದ್ದು ಸುಮಾರು ಎರಡು ಕಿ.ಮೀ. ರಸ್ತೆ ಕಾಮಗಾರಿ ನಡೆಯಲಿದೆ. ಪ್ರಾರಂಭಿಕವಾಗಿ ಒಂದು ಕೋಟಿ ಮಂಜೂರಾಗಿದೆ. 1,300 ಮೀಟರ್ ರಸ್ತೆ ಕಾಮಗಾರಿ ಮುಗಿಯಲಿದೆ. ಉಳಿದ ಕಾಮಗಾರಿಗೆ ಒಂದು ಕೋಟಿ ರೂ. ಬಿಡುಗಡೆ ಆಗಲಿದೆ ಎಂದು ಕ್ಷೇತ್ರದ ಶಾಸಕರಾದ ಕೆ.ಎಸ್. ಆನಂದ್ ಹೇಳಿದರು. ಮತಿಘಟ್ಟ ಗ್ರಾಮದಲ್ಲಿ ರಸ್ತೆ ಕಾಮಗಾರಿಗೆ ಭೂಮಿ ಪೂಜೆ ನೆರವೇರಿಸಿ ಮಾತನಾಡಿದರು. ಗ್ರಾಮೀಣ ಭಾಗದ ರಸ್ತೆಗಳ ಅಭಿವೃದ್ಧಿಗೆ ಆದ್ಯತೆ ನೀಡಲಾಗಿದೆ. ಕ್ಷೇತ್ರದ ಎಲ್ಲ ಗ್ರಾಮಗಳಿಗೂ ಮೂಲಸೌಕರ್ಯ ಒದಗಿಸಲು ಬದ್ಧನಾಗಿದ್ದೇನೆ ಎಂದರು. ಉಳಿದ ರಸ್ತೆಯ ಕಾಮಗಾರಿಗೆ ಶೀಘ್ರವೇ ಹಣ ಬಿಡುಗಡೆ ಮಾಡಲಾಗುವುದು ಎಂದು ಭರವಸೆ ನೀಡಿದರು. ಜನರ ಕೆಲಸ ಮಾಡುವುದರಿಂದ ಅಭಿವೃದ್ಧಿಯೂ ಸಾಧ್ಯ. ಹಿರಿಯರು ಆಶೀರ್ವಾದ ಮಾಡಬೇಕು ಎಂದು ಕೋರಿದರು. ಮತಿಘಟ್ಟ ಗ್ರಾಮ ಪಂಚಾಯಿತಿ ಅಧ್ಯಕ್ಷೆ ಸುಜಾತ, ಸದಸ್ಯರಾದ ಶ್ರೀಕಾಂತ್, ಲಕ್ಷ್ಮಣ್, ಕೃಷ್ಣಮೂರ್ತಿ, ತಿಮ್ಮೇಗೌಡ, ಶಶಿ, ದಿನೇಶ್, ರಾಮನಾಥ್, ನಾಯ್ಡು, ಆನಂದ್, ರಾಘು, ಗಿರೀಶ್, ಲಿಂಗರಾಜು ಮತ್ತಿತರರು ಇದ್ದರು. [950, 719, 1302, 805]
print-marks [0, 2060, 1339, 2074]
nominee-body: • ಶಿವಮೊಗ್ಗ: ಕರ್ನಾಟಕ ಮಕ್ಕಳ ಹಕ್ಕುಗಳ ಸಂರಕ್ಷಣಾ ಆಯೋಗದ ಅಧಿಸೂಚನೆಯಂತೆ ಜಿಲ್ಲಾ ಮಟ್ಟದ ಸಮಿತಿಗೆ ನಾಮ ನಿರ್ದೇಶಿತ ಸದಸ್ಯರ ಆಯ್ಕೆಗೆ ಅರ್ಜಿ ಆಹ್ವಾನಿಸಲಾಗಿದೆ. ಮಕ್ಕಳ ಕಲ್ಯಾಣ ಕ್ಷೇತ್ರದಲ್ಲಿ ಕನಿಷ್ಠ 7 ವರ್ಷ ಅನುಭವ ಹೊಂದಿರುವವರು ಅರ್ಜಿ ಸಲ್ಲಿಸಬಹುದು. ಆಸಕ್ತರು ಏ.29 ರೊಳಗಾಗಿ ಜಿಲ್ಲಾ ಮಕ್ಕಳ ರಕ್ಷಣಾ ಘಟಕ, ಮಹಿಳಾ ಮತ್ತು ಮಕ್ಕಳ ಅಭಿವೃದ್ಧಿ ಇಲಾಖೆ ಕಚೇರಿಗೆ ಅರ್ಜಿ ಸಲ್ಲಿಸಬಹುದು ಎಂದು ಪ್ರಕಟಣೆಯಲ್ಲಿ ತಿಳಿಸಲಾಗಿದೆ. [296, 1339, 516, 1392]
left-story-3-body: • ಶಿವಮೊಗ್ಗ: ಶಿವಮೊಗ್ಗ ಚೆಸ್ ಅಸೋಸಿಯೇಷನ್ ವತಿಯಿಂದ ಏಪ್ರಿಲ್ 19ರಂದು ನಗರದ ಕುವೆಂಪು ರಂಗಮಂದಿರದಲ್ಲಿ ಡಿಸ್ಟ್ರಿಕ್ ಚೆಸ್ ಚಾಂಪಿಯನ್ ಶಿಪ್ ಆಯೋಜಿಸಲಾಗಿದೆ. 7, 9, 11, 12, 15, 17 ವರ್ಷ ವಯಸ್ಸಿನ ಮಕ್ಕಳು ಭಾಗವಹಿಸಬಹುದು. ವಿಜೇತರಿಗೆ ಬಹುಮಾನ ವಿತರಿಸಲಾಗುವುದು ಎಂದು ಪ್ರಕಟಣೆಯಲ್ಲಿ ತಿಳಿಸಲಾಗಿದೆ. [40, 1449, 276, 1491]
quiz-kicker: ಚೇಂಬರ್ ಆಫ್ ಕಾಮರ್ಸ್ ಅಧ್ಯಕ್ಷ ಗೋಪಿನಾಥ್ ಬಿ. ಅಭಿಪ್ರಾಯ [40, 1656, 447, 1680]
mango-right-rule [940, 320, 941, 970]
lake-photo-large [950, 984, 1302, 1256]
masthead-logo [1028, 4, 1298, 66]
masthead-date: 16 ಏಪ್ರಿಲ್ 2025 [48, 29, 123, 42]
paper-tagline: ರಾಷ್ಟ್ರ ಜಾಗೃತಿಯ ಧ್ವನಿ [1084, 45, 1141, 54]
section-title: ಪ್ರಾದೇಶಿಕ [499, 12, 621, 58]
